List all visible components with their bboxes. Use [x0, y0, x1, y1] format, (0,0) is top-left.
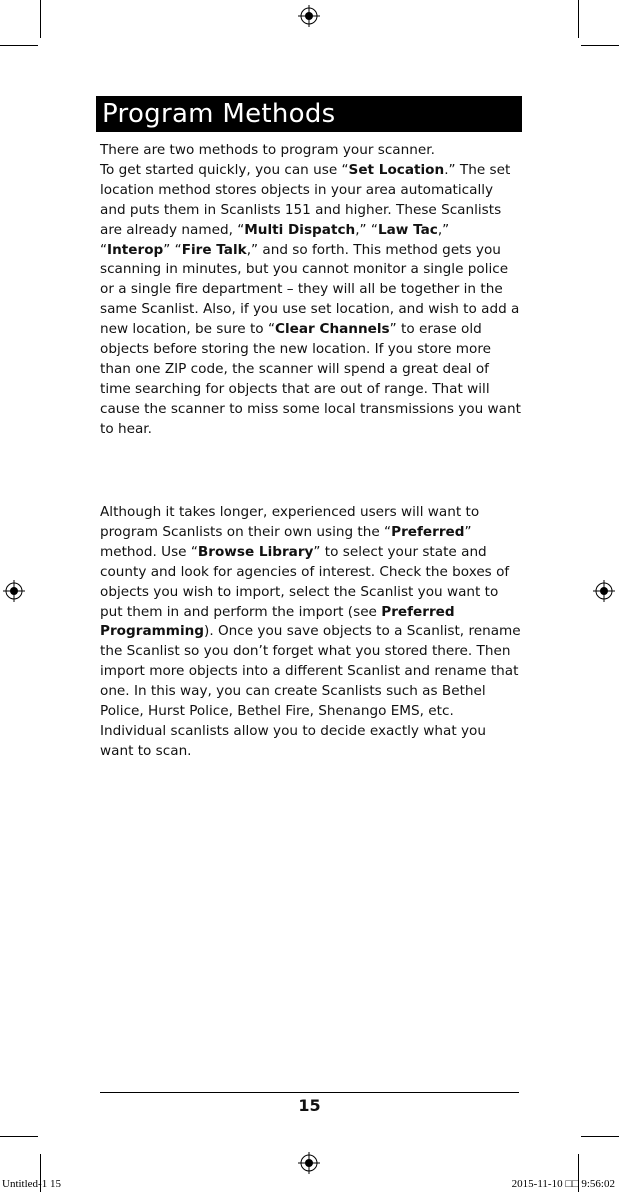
registration-mark-icon: [298, 1152, 320, 1174]
print-slug-left: Untitled-1 15: [2, 1178, 61, 1190]
text-run: .”: [444, 161, 456, 178]
term-preferred: Preferred: [391, 523, 465, 540]
crop-mark: [581, 1136, 619, 1137]
text-run: Although it takes longer, experienced users will want to program Scanlists on their own using the “: [100, 504, 480, 540]
term-set-location: Set Location: [348, 161, 445, 178]
registration-mark-icon: [298, 5, 320, 27]
text-run: ,” “: [100, 221, 450, 258]
text-run: ,” “: [355, 221, 378, 238]
paragraph-set-location: [100, 141, 522, 440]
crop-mark: [578, 0, 579, 38]
print-slug-right: 2015-11-10 □□ 9:56:02: [511, 1178, 615, 1190]
paragraph-preferred: [100, 503, 522, 762]
crop-mark: [0, 45, 38, 46]
text-run: ” method. Use “: [100, 523, 472, 560]
crop-mark: [581, 45, 619, 46]
text-run: ). Once you save objects to a Scanlist, rename the Scanlist so you don’t forget what you stored there. Then import more objects into a different Scanlist and rename that one. In this way, you can create Scanlists such as Bethel Police, Hurst Police, Bethel Fire, Shenango EMS, etc. Individual scanlists allow you to decide exactly what you want to scan.: [100, 623, 521, 759]
term-browse-library: Browse Library: [197, 543, 314, 560]
text-run: The set location method stores objects in your area automatically and puts them in Scanlists 151 and higher.: [100, 161, 511, 218]
registration-mark-icon: [3, 580, 25, 602]
text-run: ,” and so forth. This method gets you scanning in minutes, but you cannot monitor a single police or a single fire department – they will all be together in the same Scanlist. Also, if you use set location, and wish to add a new location, be sure to “: [100, 241, 520, 338]
footer-divider: [100, 1092, 519, 1093]
text-run: These Scanlists are already named, “: [100, 201, 502, 238]
term-interop: Interop: [107, 241, 164, 258]
term-clear-channels: Clear Channels: [275, 321, 390, 338]
crop-mark: [0, 1136, 38, 1137]
intro-line: There are two methods to program your scanner.: [100, 142, 435, 158]
term-law-tac: Law Tac: [377, 221, 438, 238]
text-run: ” to erase old objects before storing the new location. If you store more than one ZIP code, the scanner will spend a great deal of time searching for objects that are out of range. That will cause the scanner to miss some local transmissions you want to hear.: [100, 321, 521, 437]
crop-mark: [40, 0, 41, 38]
page-title: Program Methods: [96, 96, 522, 132]
paragraph-body: [100, 503, 522, 762]
text-run: To get started quickly, you can use “: [100, 161, 349, 178]
term-preferred-programming: Preferred Programming: [100, 603, 455, 640]
registration-mark-icon: [593, 580, 615, 602]
paragraph-body: [100, 161, 522, 440]
term-fire-talk: Fire Talk: [181, 241, 247, 258]
text-run: ” “: [163, 241, 182, 258]
text-run: ” to select your state and county and look for agencies of interest. Check the boxes of objects you wish to import, select the Scanlist you want to put them in and perform the import (see: [100, 543, 510, 620]
page-number: 15: [298, 1096, 321, 1115]
term-multi-dispatch: Multi Dispatch: [244, 221, 356, 238]
